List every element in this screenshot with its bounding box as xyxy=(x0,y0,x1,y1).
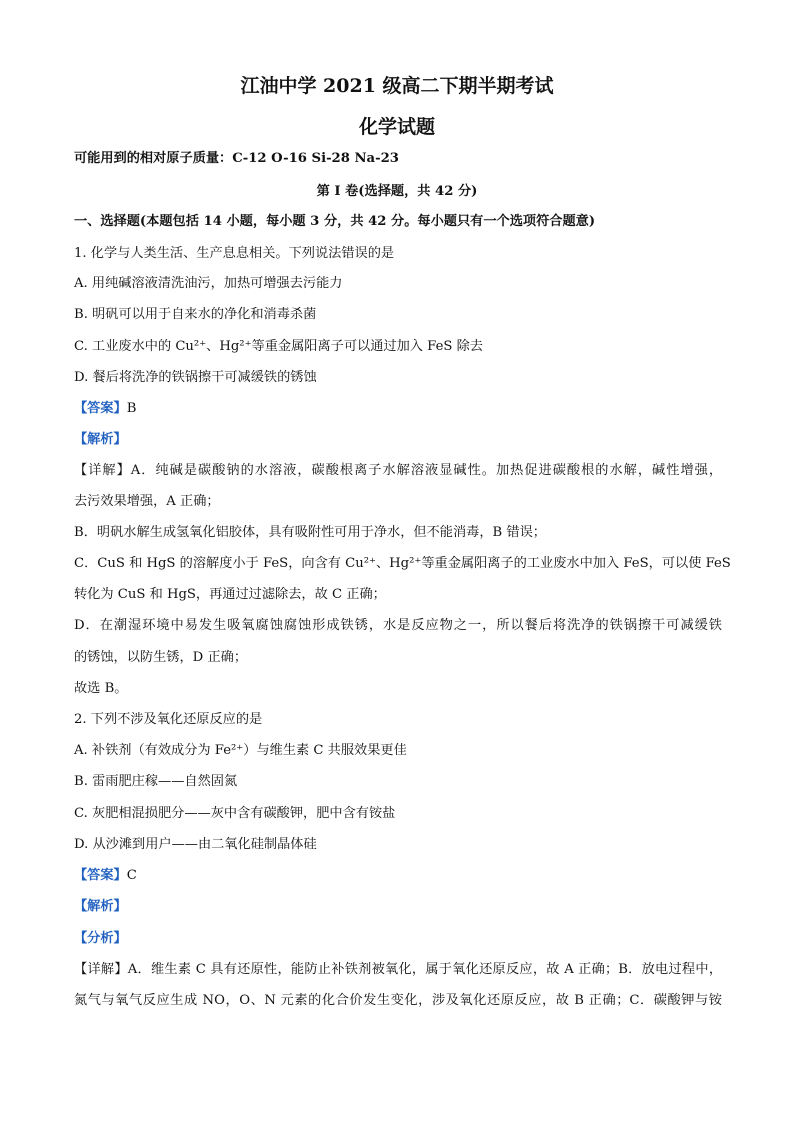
exam-title: 江油中学 2021 级高二下期半期考试 xyxy=(240,75,554,97)
question-1-analysis-tag xyxy=(74,430,127,450)
detail-text: A．纯碱是碳酸钠的水溶液，碳酸根离子水解溶液显碱性。加热促进碳酸根的水解，碱性增强， xyxy=(130,463,723,478)
question-1-detail-line: 的锈蚀，以防生锈，D 正确； xyxy=(74,650,248,665)
question-1-detail-line: 去污效果增强，A 正确； xyxy=(74,494,220,509)
question-1-option-d: D. 餐后将洗净的铁锅擦干可减缓铁的锈蚀 xyxy=(74,370,317,385)
question-1-answer xyxy=(74,399,136,419)
detail-tag: 【详解】 xyxy=(74,962,128,977)
question-1-option-c: C. 工业废水中的 Cu²⁺、Hg²⁺等重金属阳离子可以通过加入 FeS 除去 xyxy=(74,339,483,354)
section-title: 第 I 卷(选择题，共 42 分) xyxy=(316,184,478,199)
analysis-tag: 【解析】 xyxy=(74,432,127,447)
question-1-conclusion: 故选 B。 xyxy=(74,681,128,696)
answer-value: C xyxy=(126,868,137,883)
exam-subject: 化学试题 xyxy=(358,116,435,138)
question-2-answer xyxy=(74,866,137,886)
question-1-detail-line: B．明矾水解生成氢氧化铝胶体，具有吸附性可用于净水，但不能消毒，B 错误； xyxy=(74,525,546,540)
question-1-option-b: B. 明矾可以用于自来水的净化和消毒杀菌 xyxy=(74,307,317,322)
question-1-detail-line: D．在潮湿环境中易发生吸氧腐蚀腐蚀形成铁锈，水是反应物之一，所以餐后将洗净的铁锅擦干可减缓铁 xyxy=(74,618,722,633)
question-2-detail-line: 氮气与氧气反应生成 NO，O、N 元素的化合价发生变化，涉及氧化还原反应，故 B 正确；C．碳酸钾与铵 xyxy=(74,993,722,1008)
detail-text: A．维生素 C 具有还原性，能防止补铁剂被氧化，属于氧化还原反应，故 A 正确；B．放电过程中， xyxy=(127,962,723,977)
answer-tag: 【答案】 xyxy=(74,401,127,416)
question-2-option-b: B. 雷雨肥庄稼——自然固氮 xyxy=(74,774,238,789)
part-title: 一、选择题(本题包括 14 小题，每小题 3 分，共 42 分。每小题只有一个选项符合题意) xyxy=(74,214,596,229)
question-1-option-a: A. 用纯碱溶液清洗油污，加热可增强去污能力 xyxy=(74,276,343,291)
question-2-stem: 2. 下列不涉及氧化还原反应的是 xyxy=(74,712,263,727)
question-2-fenxi-tag xyxy=(74,929,127,949)
detail-tag: 【详解】 xyxy=(74,463,131,478)
analysis-tag: 【解析】 xyxy=(74,899,127,914)
question-1-detail-line xyxy=(74,461,722,481)
question-2-analysis-tag xyxy=(74,897,127,917)
fenxi-tag: 【分析】 xyxy=(74,931,127,946)
question-2-option-a: A. 补铁剂（有效成分为 Fe²⁺）与维生素 C 共服效果更佳 xyxy=(74,743,407,758)
question-1-detail-line: C．CuS 和 HgS 的溶解度小于 FeS，向含有 Cu²⁺、Hg²⁺等重金属阳离子的工业废水中加入 FeS，可以使 FeS xyxy=(74,556,731,571)
question-2-option-d: D. 从沙滩到用户——由二氧化硅制晶体硅 xyxy=(74,837,317,852)
answer-tag: 【答案】 xyxy=(74,868,127,883)
answer-value: B xyxy=(126,401,137,416)
atomic-mass-line: 可能用到的相对原子质量：C-12 O-16 Si-28 Na-23 xyxy=(74,151,399,166)
question-2-option-c: C. 灰肥相混损肥分——灰中含有碳酸钾，肥中含有铵盐 xyxy=(74,806,396,821)
question-2-detail-line xyxy=(74,960,722,980)
question-1-stem: 1. 化学与人类生活、生产息息相关。下列说法错误的是 xyxy=(74,246,395,261)
question-1-detail-line: 转化为 CuS 和 HgS，再通过过滤除去，故 C 正确； xyxy=(74,587,386,602)
